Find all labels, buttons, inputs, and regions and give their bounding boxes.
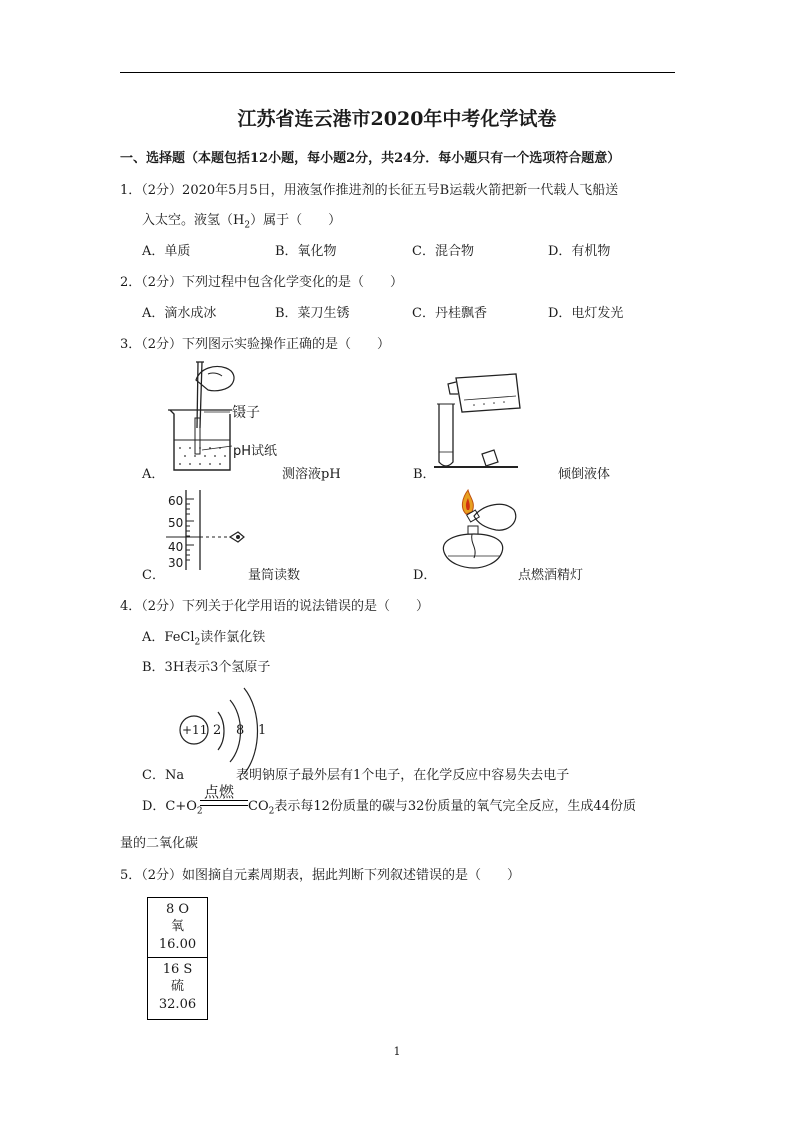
cell-divider (148, 957, 207, 958)
q4-option-c-text: 表明钠原子最外层有1个电子，在化学反应中容易失去电子 (236, 768, 570, 783)
q3-option-d-letter: D． (413, 568, 437, 583)
q3-option-c-caption: 量筒读数 (248, 568, 301, 583)
q2-option-b: B．菜刀生锈 (275, 306, 350, 321)
q1-option-a: A．单质 (142, 244, 191, 259)
tick-30: 30 (168, 556, 184, 570)
q1-option-b: B．氧化物 (275, 244, 337, 259)
periodic-table-excerpt (147, 897, 208, 1020)
q5-stem: 5．（2分）如图摘自元素周期表，据此判断下列叙述错误的是（ ） (120, 868, 521, 883)
alcohol-lamp-figure (434, 486, 524, 574)
oxygen-mass: 16.00 (158, 937, 197, 952)
q3-option-c-letter: C． (142, 568, 165, 583)
tick-50: 50 (168, 516, 184, 530)
tick-60: 60 (168, 494, 184, 508)
tick-40: 40 (168, 540, 184, 554)
oxygen-number-symbol: 8 O (165, 902, 190, 917)
atom-shell-3: 1 (258, 723, 267, 738)
header-rule (120, 72, 675, 73)
q1-option-d: D．有机物 (548, 244, 611, 259)
q2-stem: 2．（2分）下列过程中包含化学变化的是（ ） (120, 275, 404, 290)
q3-option-d-caption: 点燃酒精灯 (518, 568, 584, 583)
q3-option-a-caption: 测溶液pH (282, 467, 341, 482)
q2-option-a: A．滴水成冰 (142, 306, 217, 321)
q2-option-c: C．丹桂飘香 (412, 306, 487, 321)
q3-option-b-caption: 倾倒液体 (558, 467, 611, 482)
page-title: 江苏省连云港市2020年中考化学试卷 (237, 108, 557, 130)
q4-option-a: A．FeCl$_2$读作氯化铁 (142, 630, 266, 648)
q4-option-c-prefix: C．Na (142, 768, 185, 783)
section-heading: 一、选择题（本题包括12小题，每小题2分，共24分．每小题只有一个选项符合题意） (120, 151, 621, 166)
tweezer-label: 镊子 (232, 405, 260, 421)
q3-stem: 3．（2分）下列图示实验操作正确的是（ ） (120, 337, 391, 352)
sulfur-number-symbol: 16 S (162, 962, 193, 977)
atom-nucleus-charge: +11 (182, 723, 208, 737)
oxygen-name: 氧 (170, 919, 184, 934)
sulfur-name: 硫 (170, 979, 184, 994)
q4-stem: 4．（2分）下列关于化学用语的说法错误的是（ ） (120, 599, 430, 614)
reaction-equals-sign (200, 800, 248, 806)
q3-option-a-letter: A． (142, 467, 165, 482)
q2-option-d: D．电灯发光 (548, 306, 624, 321)
reaction-condition: 点燃 (204, 783, 235, 801)
q1-option-c: C．混合物 (412, 244, 474, 259)
q3-option-b-letter: B． (413, 467, 436, 482)
atom-shell-1: 2 (213, 723, 222, 738)
page-number: 1 (393, 1045, 401, 1058)
q4-option-d-continued: 量的二氧化碳 (120, 836, 199, 851)
q4-option-d-reactants: D．$C+O_2$ (142, 799, 203, 817)
ph-paper-label: pH试纸 (233, 444, 278, 459)
pouring-liquid-figure (434, 370, 524, 474)
atom-shell-2: 8 (236, 723, 245, 738)
q4-option-d-text: $CO_2$表示每12份质量的碳与32份质量的氧气完全反应，生成44份质 (248, 799, 636, 817)
q4-option-b: B．3H表示3个氢原子 (142, 660, 271, 675)
q1-line1: 1．（2分）2020年5月5日，用液氢作推进剂的长征五号B运载火箭把新一代载人飞船送 (120, 183, 619, 198)
sulfur-mass: 32.06 (158, 997, 197, 1012)
q1-line2: 入太空。液氢$(H_2)$属于（ ） (142, 213, 342, 231)
